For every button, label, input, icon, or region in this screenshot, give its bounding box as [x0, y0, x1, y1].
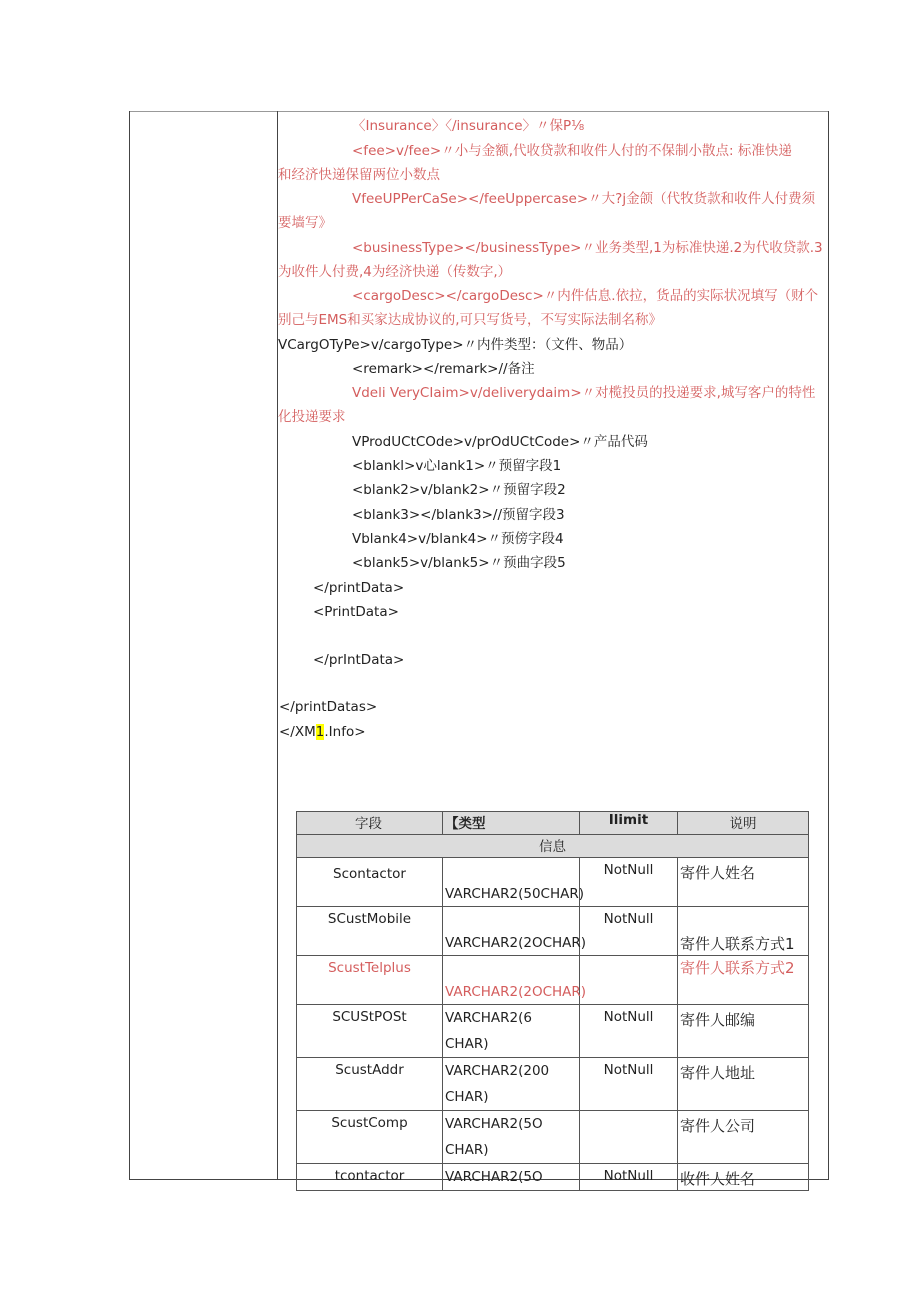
cell-desc: 寄件人姓名 — [678, 858, 809, 907]
cell-limit — [580, 1111, 678, 1164]
cell-type: VARCHAR2(200 CHAR) — [443, 1058, 580, 1111]
code-line: 和经济快递保留两位小数点 — [278, 167, 440, 183]
cell-limit: NotNull — [580, 1058, 678, 1111]
cell-desc: 寄件人联系方式1 — [678, 907, 809, 956]
code-line: <businessType></businessType>〃业务类型,1为标准快递.2为代收贷款.3 — [352, 240, 823, 256]
cell-limit: NotNull — [580, 1164, 678, 1191]
code-line: </printDatas> — [279, 699, 378, 715]
code-line: <remark></remark>//备注 — [352, 361, 535, 377]
cell-limit: NotNull — [580, 858, 678, 907]
cell-desc: 寄件人公司 — [678, 1111, 809, 1164]
cell-desc: 收件人姓名 — [678, 1164, 809, 1191]
section-label: 信息 — [297, 835, 809, 858]
table-row — [297, 956, 809, 1005]
table-row — [297, 1164, 809, 1191]
xml-close-suffix: .Info> — [324, 724, 366, 740]
xml-close-line — [279, 723, 366, 741]
table-header-row — [297, 812, 809, 835]
cell-limit: NotNull — [580, 1005, 678, 1058]
code-line: <PrintData> — [313, 604, 399, 620]
cell-desc: 寄件人地址 — [678, 1058, 809, 1111]
cell-type: VARCHAR2(50CHAR) — [443, 858, 580, 907]
table-row — [297, 858, 809, 907]
code-line: VProdUCtCOde>v/prOdUCtCode>〃产品代码 — [352, 434, 648, 450]
cell-type: VARCHAR2(2OCHAR) — [443, 956, 580, 1005]
code-line: <cargoDesc></cargoDesc>〃内件估息.依拉，货品的实际状况填写（财个 — [352, 288, 819, 304]
cell-field: ScustAddr — [297, 1058, 443, 1111]
table-row — [297, 1058, 809, 1111]
cell-field: SCustMobile — [297, 907, 443, 956]
cell-desc: 寄件人邮编 — [678, 1005, 809, 1058]
cell-type: VARCHAR2(5O CHAR) — [443, 1111, 580, 1164]
code-line: Vblank4>v/blank4>〃预傍字段4 — [352, 531, 564, 547]
cell-field: tcontactor — [297, 1164, 443, 1191]
code-line: </prIntData> — [313, 652, 405, 668]
cell-type: VARCHAR2(2OCHAR) — [443, 907, 580, 956]
code-line: <blank5>v/blank5>〃预曲字段5 — [352, 555, 566, 571]
table-row — [297, 907, 809, 956]
code-line: 为收件人付费,4为经济快递（传数字,） — [278, 264, 512, 280]
header-field: 字段 — [297, 812, 443, 835]
header-type: 【类型 — [443, 812, 580, 835]
cell-field: Scontactor — [297, 858, 443, 907]
code-line: <fee>v/fee>〃小与金额,代收贷款和收件人付的不保制小散点: 标准快递 — [352, 143, 792, 159]
cell-type: VARCHAR2(5O — [443, 1164, 580, 1191]
code-line: 别己与EMS和买家达成协议的,可只写货号，不写实际法制名称》 — [278, 312, 663, 328]
table-section-row — [297, 835, 809, 858]
cell-field: ScustComp — [297, 1111, 443, 1164]
header-limit: Ilimit — [580, 812, 678, 835]
cell-type: VARCHAR2(6 CHAR) — [443, 1005, 580, 1058]
code-line: <blankl>v心lank1>〃预留字段1 — [352, 458, 562, 474]
table-row — [297, 1111, 809, 1164]
cell-field: SCUStPOSt — [297, 1005, 443, 1058]
code-line: <blank2>v/blank2>〃预留字段2 — [352, 482, 566, 498]
code-line: Vdeli VeryCIaim>v/deliverydaim>〃对榄投员的投递要求,城写客户的特性 — [352, 385, 816, 401]
cell-desc: 寄件人联系方式2 — [678, 956, 809, 1005]
header-desc: 说明 — [678, 812, 809, 835]
table-row — [297, 1005, 809, 1058]
cell-field: ScustTelplus — [297, 956, 443, 1005]
code-line: </printData> — [313, 580, 405, 596]
field-table — [296, 811, 809, 1191]
cell-limit — [580, 956, 678, 1005]
code-line: VCargOTyPe>v/cargoType>〃内件类型：（文件、物品） — [278, 337, 633, 353]
code-line: 〈Insurance〉〈/insurance〉〃保P⅛ — [352, 118, 585, 134]
code-line: 化投递要求 — [278, 409, 346, 425]
code-line: VfeeUPPerCaSe></feeUppercase>〃大?j金颌（代牧货款和收件人付费须 — [352, 191, 816, 207]
cell-limit: NotNull — [580, 907, 678, 956]
highlighted-char: 1 — [315, 724, 325, 740]
code-line: <blank3></blank3>//预留字段3 — [352, 507, 565, 523]
code-line: 要墙写》 — [278, 215, 332, 231]
xml-close-prefix: </XM — [279, 724, 316, 740]
